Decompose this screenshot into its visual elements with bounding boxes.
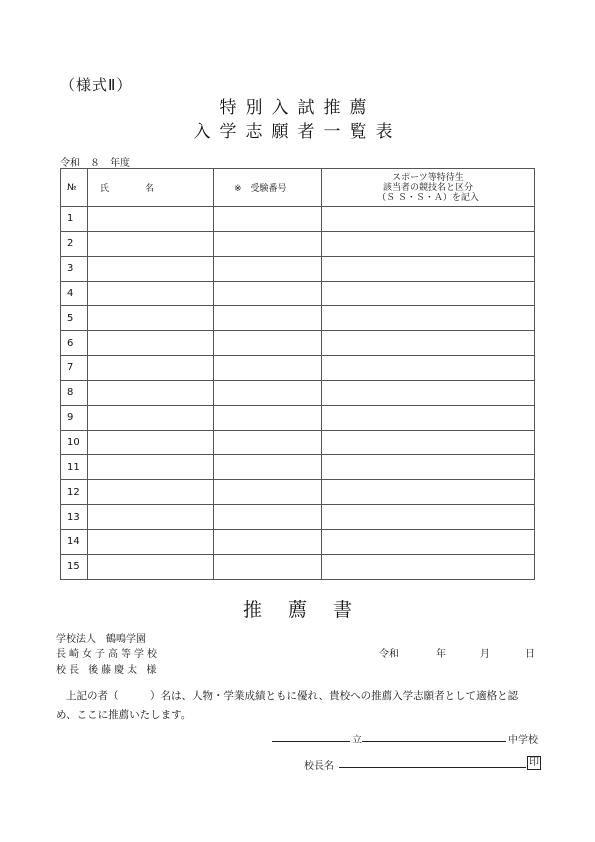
exam-number-cell[interactable] (214, 554, 322, 579)
addressee-line3: 校長 後藤慶太 様 (56, 665, 160, 676)
table-row (61, 281, 535, 306)
name-cell[interactable] (88, 281, 214, 306)
recommendation-body: 上記の者（ ）名は、人物・学業成績ともに優れ、貴校への推薦入学志願者として適格と認め、ここに推薦いたします。 (56, 690, 519, 721)
row-number: 13 (61, 505, 88, 530)
exam-number-cell[interactable] (214, 281, 322, 306)
exam-number-cell[interactable] (214, 306, 322, 331)
table-row (61, 554, 535, 579)
date-era: 令和 (379, 649, 399, 660)
addressee-line1: 学校法人 鶴鳴学園 (56, 634, 146, 645)
exam-number-cell[interactable] (214, 430, 322, 455)
name-cell[interactable] (88, 306, 214, 331)
exam-number-cell[interactable] (214, 331, 322, 356)
header-sports-line3: （Ｓ Ｓ・Ｓ・Ａ）を記入 (377, 192, 479, 203)
name-cell[interactable] (88, 505, 214, 530)
principal-label: 校長名 (304, 761, 334, 772)
date-day: 日 (525, 649, 535, 660)
page-title-line1: 特別入試推薦 (219, 98, 376, 118)
header-sports-line1: スポーツ等特待生 (392, 172, 464, 183)
sports-cell[interactable] (322, 405, 535, 430)
sports-cell[interactable] (322, 380, 535, 405)
row-number: 6 (61, 331, 88, 356)
exam-number-cell[interactable] (214, 405, 322, 430)
recommendation-title: 推薦書 (242, 599, 378, 621)
table-row (61, 505, 535, 530)
name-cell[interactable] (88, 207, 214, 232)
table-row (61, 256, 535, 281)
school-suffix: 中学校 (508, 735, 538, 746)
date-year: 年 (436, 649, 446, 660)
sports-cell[interactable] (322, 554, 535, 579)
exam-number-cell[interactable] (214, 529, 322, 554)
exam-number-cell[interactable] (214, 455, 322, 480)
table-row (61, 529, 535, 554)
row-number: 4 (61, 281, 88, 306)
name-cell[interactable] (88, 380, 214, 405)
name-cell[interactable] (88, 231, 214, 256)
exam-number-cell[interactable] (214, 505, 322, 530)
row-number: 3 (61, 256, 88, 281)
sports-cell[interactable] (322, 455, 535, 480)
applicant-table (60, 168, 535, 580)
table-row (61, 331, 535, 356)
sports-cell[interactable] (322, 430, 535, 455)
school-name-blank[interactable] (362, 741, 506, 742)
header-no: № (61, 169, 88, 207)
table-row (61, 405, 535, 430)
table-row (61, 480, 535, 505)
sports-cell[interactable] (322, 207, 535, 232)
name-cell[interactable] (88, 331, 214, 356)
header-exam-number: ※ 受験番号 (214, 169, 322, 207)
table-row (61, 207, 535, 232)
header-sports (322, 169, 535, 207)
table-row (61, 455, 535, 480)
row-number: 12 (61, 480, 88, 505)
sports-cell[interactable] (322, 529, 535, 554)
name-cell[interactable] (88, 356, 214, 381)
sports-cell[interactable] (322, 356, 535, 381)
prefecture-blank[interactable] (272, 741, 350, 742)
ritsu-label: 立 (352, 735, 362, 746)
sports-cell[interactable] (322, 480, 535, 505)
row-number: 5 (61, 306, 88, 331)
table-row (61, 306, 535, 331)
exam-number-cell[interactable] (214, 207, 322, 232)
exam-number-cell[interactable] (214, 380, 322, 405)
principal-name-blank[interactable] (339, 767, 526, 768)
header-sports-line2: 該当者の競技名と区分 (382, 182, 473, 193)
date-month: 月 (480, 649, 490, 660)
name-cell[interactable] (88, 554, 214, 579)
sports-cell[interactable] (322, 505, 535, 530)
row-number: 9 (61, 405, 88, 430)
exam-number-cell[interactable] (214, 256, 322, 281)
sports-cell[interactable] (322, 306, 535, 331)
exam-number-cell[interactable] (214, 356, 322, 381)
seal-mark: 印 (529, 757, 539, 768)
exam-number-cell[interactable] (214, 231, 322, 256)
row-number: 8 (61, 380, 88, 405)
row-number: 1 (61, 207, 88, 232)
exam-number-cell[interactable] (214, 480, 322, 505)
table-header-row (61, 169, 535, 207)
page-title-line2: 入学志願者一覧表 (193, 122, 402, 142)
name-cell[interactable] (88, 455, 214, 480)
row-number: 11 (61, 455, 88, 480)
header-name: 氏 名 (88, 169, 214, 207)
sports-cell[interactable] (322, 281, 535, 306)
table-row (61, 430, 535, 455)
name-cell[interactable] (88, 405, 214, 430)
sports-cell[interactable] (322, 231, 535, 256)
name-cell[interactable] (88, 529, 214, 554)
name-cell[interactable] (88, 256, 214, 281)
year-label: 令和 ８ 年度 (60, 158, 130, 169)
table-row (61, 356, 535, 381)
row-number: 14 (61, 529, 88, 554)
table-body (61, 207, 535, 580)
sports-cell[interactable] (322, 256, 535, 281)
form-label: （様式Ⅱ） (60, 76, 133, 94)
addressee-line2: 長崎女子高等学校 (56, 649, 160, 660)
row-number: 7 (61, 356, 88, 381)
row-number: 2 (61, 231, 88, 256)
table-row (61, 231, 535, 256)
name-cell[interactable] (88, 430, 214, 455)
row-number: 10 (61, 430, 88, 455)
sports-cell[interactable] (322, 331, 535, 356)
name-cell[interactable] (88, 480, 214, 505)
table-row (61, 380, 535, 405)
row-number: 15 (61, 554, 88, 579)
